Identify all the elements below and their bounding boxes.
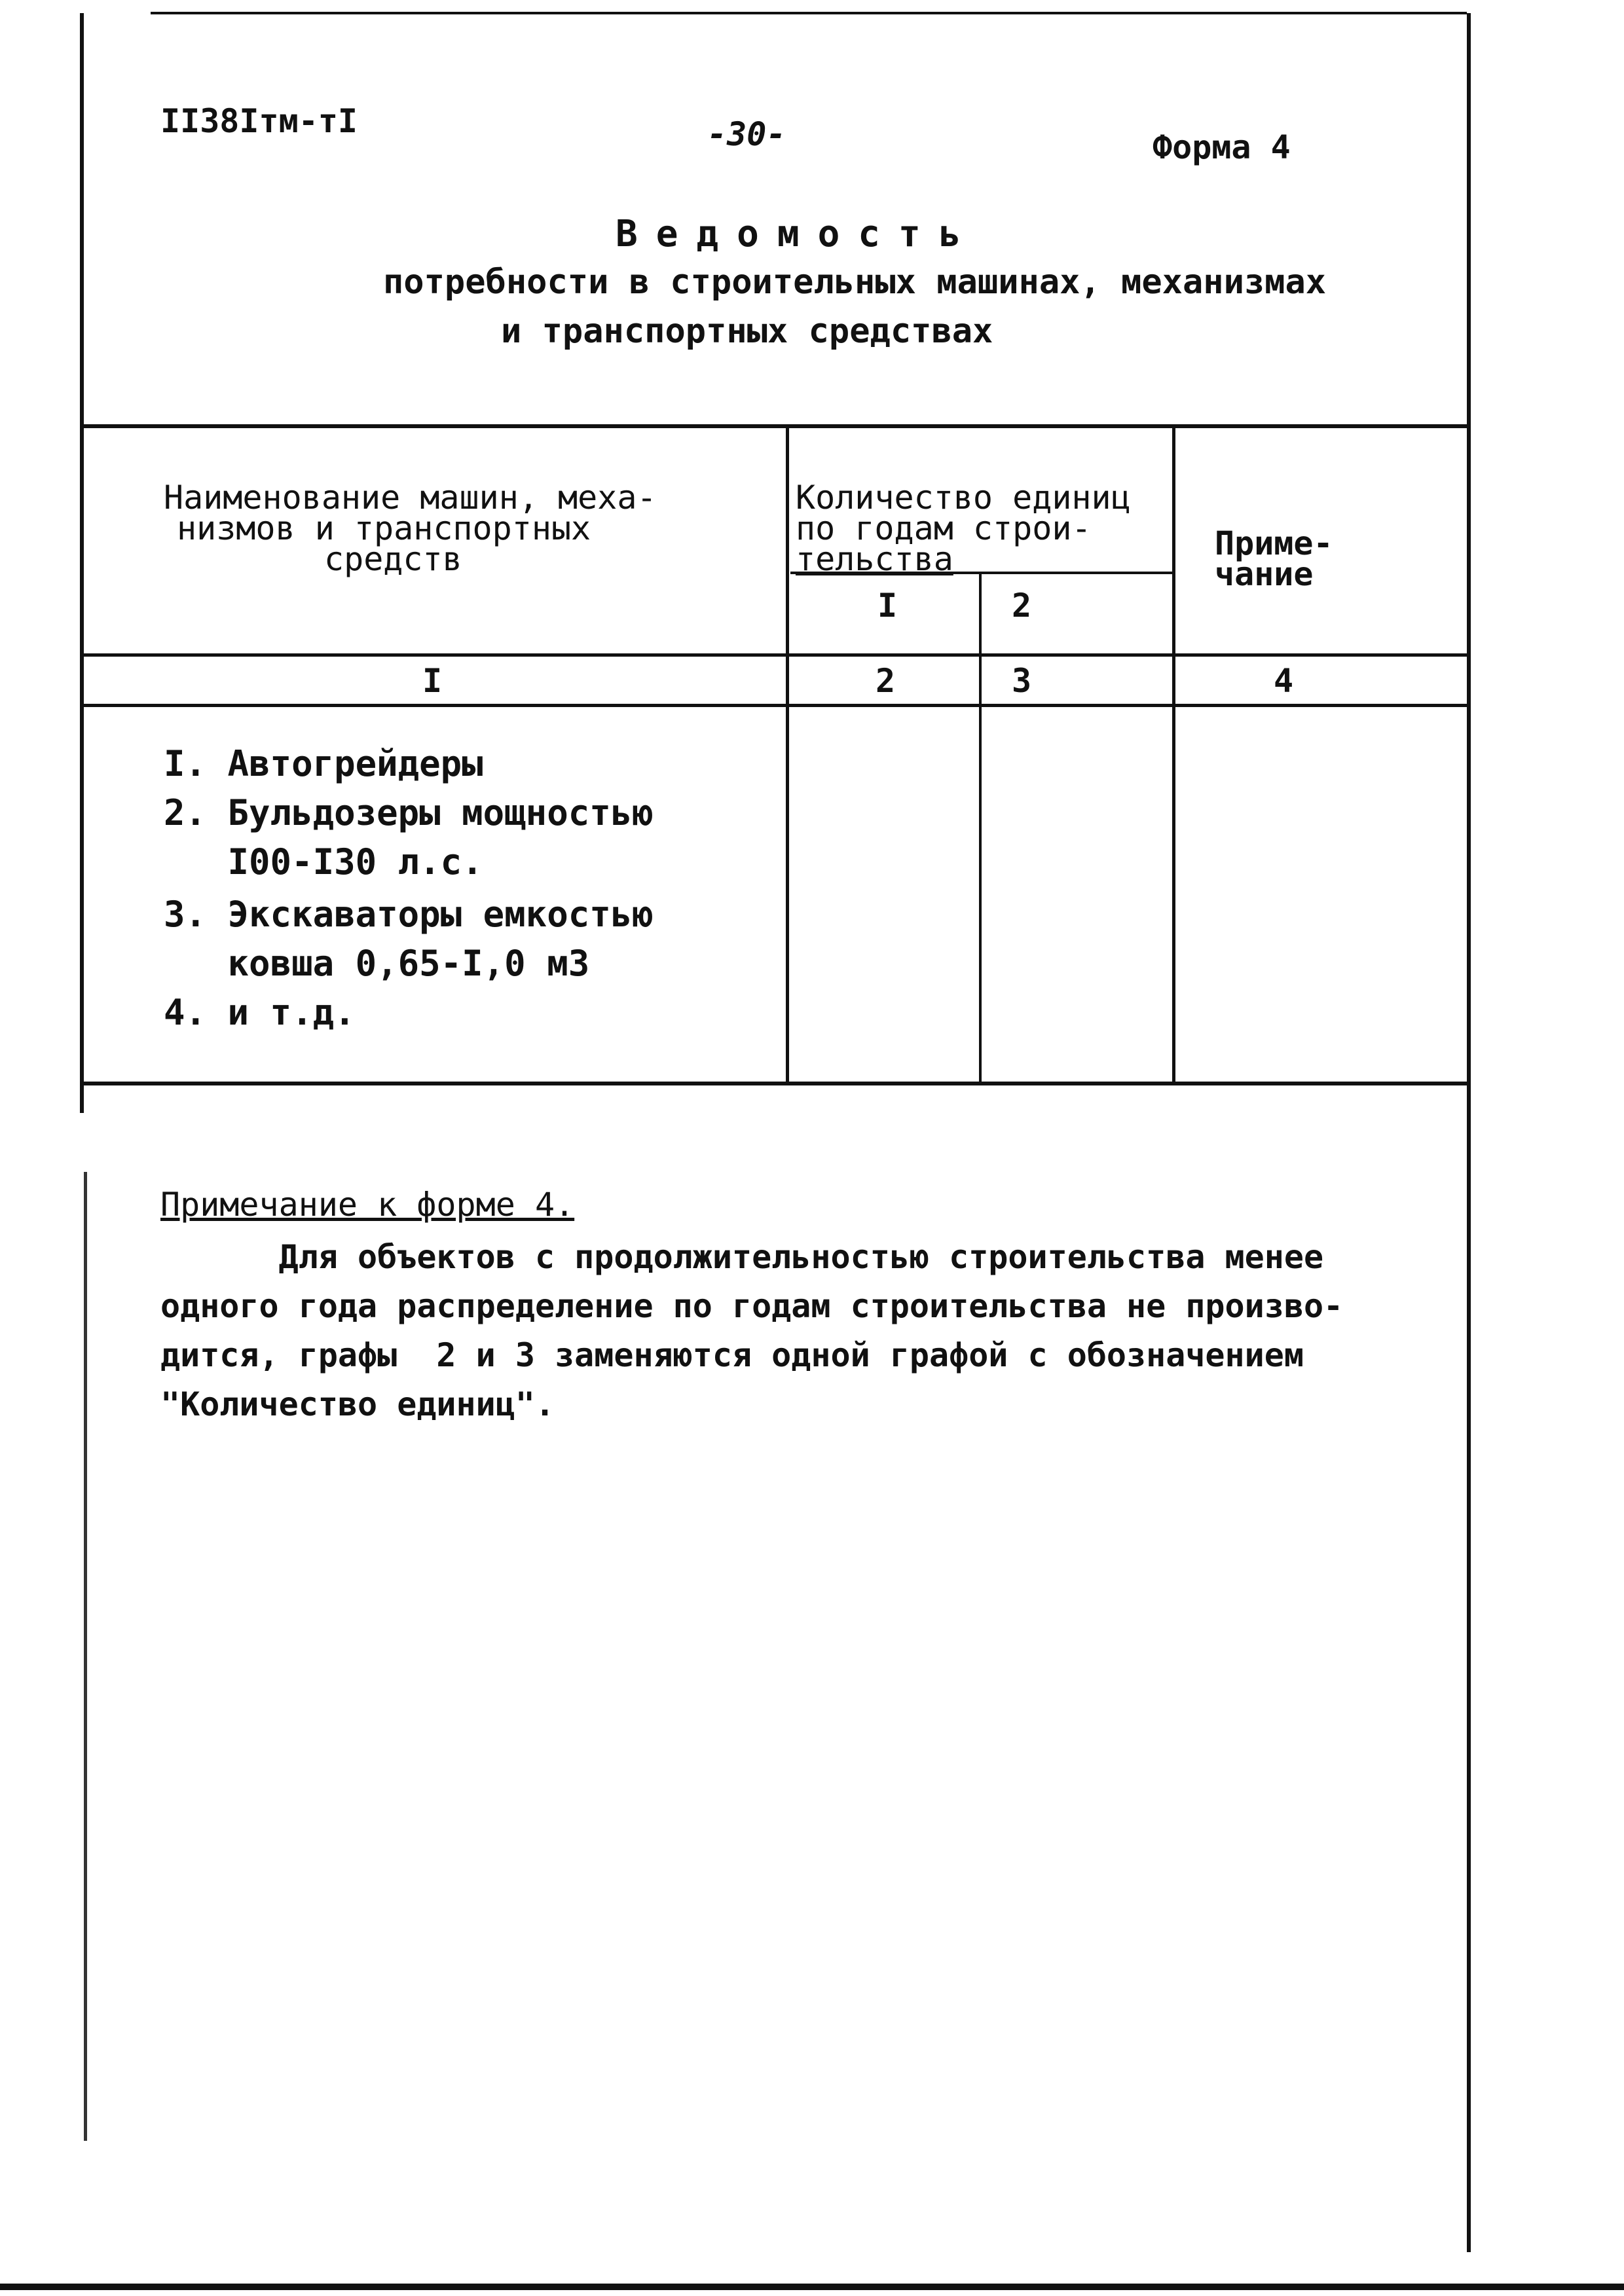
col-header-name-line-1: Наименование машин, меха- bbox=[164, 479, 657, 517]
note-line-3: дится, графы 2 и 3 заменяются одной графой с обозначением bbox=[160, 1336, 1304, 1374]
note-heading: Примечание к форме 4. bbox=[160, 1186, 575, 1224]
document-title: Ведомость bbox=[616, 213, 980, 255]
page-number: -30- bbox=[707, 115, 786, 153]
table-row-item-1: I. Автогрейдеры bbox=[164, 743, 483, 784]
form-label: Форма 4 bbox=[1153, 128, 1291, 166]
note-line-4: "Количество единиц". bbox=[160, 1385, 555, 1423]
col-divider-2 bbox=[979, 573, 982, 1084]
table-row-item-3-line-2: ковша 0,65-I,0 м3 bbox=[164, 943, 590, 984]
col-number-2: 2 bbox=[876, 662, 896, 700]
table-row-item-2-line-2: I00-I30 л.с. bbox=[164, 841, 483, 883]
frame-left-lower-mark bbox=[84, 1172, 87, 2141]
frame-bottom-line bbox=[0, 2284, 1624, 2290]
table-bottom-border bbox=[84, 1082, 1471, 1085]
frame-left-line bbox=[80, 13, 84, 1113]
col-header-qty-line-1: Количество единиц bbox=[796, 479, 1131, 517]
title-line-2: и транспортных средствах bbox=[501, 312, 993, 351]
col-divider-3 bbox=[1172, 424, 1175, 1084]
title-line-1: потребности в строительных машинах, механизмах bbox=[383, 263, 1327, 302]
col-header-qty-sub-2: 2 bbox=[1012, 587, 1032, 625]
frame-right-line bbox=[1467, 13, 1471, 2252]
table-header-divider bbox=[84, 653, 1471, 657]
col-number-4: 4 bbox=[1274, 662, 1294, 700]
col-number-3: 3 bbox=[1012, 662, 1032, 700]
table-top-border bbox=[84, 424, 1471, 428]
col-divider-1 bbox=[786, 424, 789, 1084]
frame-top-line bbox=[151, 12, 1467, 14]
col-header-name-line-2: низмов и транспортных bbox=[177, 509, 591, 547]
col-number-1: I bbox=[422, 662, 443, 700]
note-line-1: Для объектов с продолжительностью строительства менее bbox=[160, 1238, 1324, 1276]
doc-code: II38Iтм-тI bbox=[160, 102, 358, 140]
table-row-item-2-line-1: 2. Бульдозеры мощностью bbox=[164, 792, 654, 833]
table-row-item-3-line-1: 3. Экскаваторы емкостью bbox=[164, 894, 654, 935]
note-line-2: одного года распределение по годам строительства не произво- bbox=[160, 1287, 1344, 1325]
col-header-note-line-1: Приме- bbox=[1215, 524, 1333, 562]
col-header-qty-line-2: по годам строи- bbox=[796, 509, 1092, 547]
col-header-qty-line-3: тельства bbox=[796, 540, 953, 578]
table-row-item-4: 4. и т.д. bbox=[164, 992, 356, 1033]
col-header-qty-sub-1: I bbox=[877, 587, 898, 625]
col-header-note-line-2: чание bbox=[1215, 555, 1314, 593]
col-header-name-line-3: средств bbox=[324, 540, 462, 578]
table-colnum-divider bbox=[84, 704, 1471, 707]
